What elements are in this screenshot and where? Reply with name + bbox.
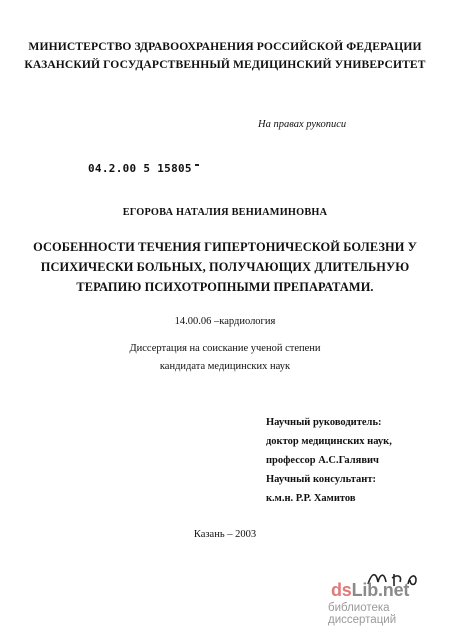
dslib-subtitle: библиотека диссертаций	[328, 602, 397, 626]
thesis-title-line-2: ПСИХИЧЕСКИ БОЛЬНЫХ, ПОЛУЧАЮЩИХ ДЛИТЕЛЬНУЮ	[40, 260, 410, 274]
supervisor-name: профессор А.С.Галявич	[266, 455, 379, 466]
ministry-header: МИНИСТЕРСТВО ЗДРАВООХРАНЕНИЯ РОССИЙСКОЙ ФЕДЕРАЦИИ	[28, 40, 422, 53]
rights-note: На правах рукописи	[258, 119, 347, 130]
author-name: ЕГОРОВА НАТАЛИЯ ВЕНИАМИНОВНА	[122, 207, 328, 218]
supervisor-label: Научный руководитель:	[266, 417, 382, 428]
dslib-logo-part2: Lib.net	[351, 580, 410, 600]
catalog-code-mark	[195, 164, 199, 166]
specialty-code: 14.00.06 –кардиология	[174, 316, 276, 327]
thesis-title-line-3: ТЕРАПИЮ ПСИХОТРОПНЫМИ ПРЕПАРАТАМИ.	[76, 280, 374, 294]
catalog-code	[88, 162, 199, 175]
dissertation-degree-line-2: кандидата медицинских наук	[159, 361, 291, 372]
dslib-logo[interactable]	[331, 580, 409, 601]
catalog-code-text: 04.2.00 5 15805	[88, 162, 192, 175]
dissertation-degree-line-1: Диссертация на соискание ученой степени	[129, 343, 321, 354]
consultant-name: к.м.н. Р.Р. Хамитов	[266, 493, 356, 504]
thesis-title-line-1: ОСОБЕННОСТИ ТЕЧЕНИЯ ГИПЕРТОНИЧЕСКОЙ БОЛЕЗНИ У	[33, 240, 417, 254]
supervisor-degree: доктор медицинских наук,	[266, 436, 392, 447]
university-header: КАЗАНСКИЙ ГОСУДАРСТВЕННЫЙ МЕДИЦИНСКИЙ УНИВЕРСИТЕТ	[24, 58, 426, 71]
city-year: Казань – 2003	[193, 529, 257, 540]
consultant-label: Научный консультант:	[266, 474, 376, 485]
dslib-logo-part1: ds	[331, 580, 352, 600]
